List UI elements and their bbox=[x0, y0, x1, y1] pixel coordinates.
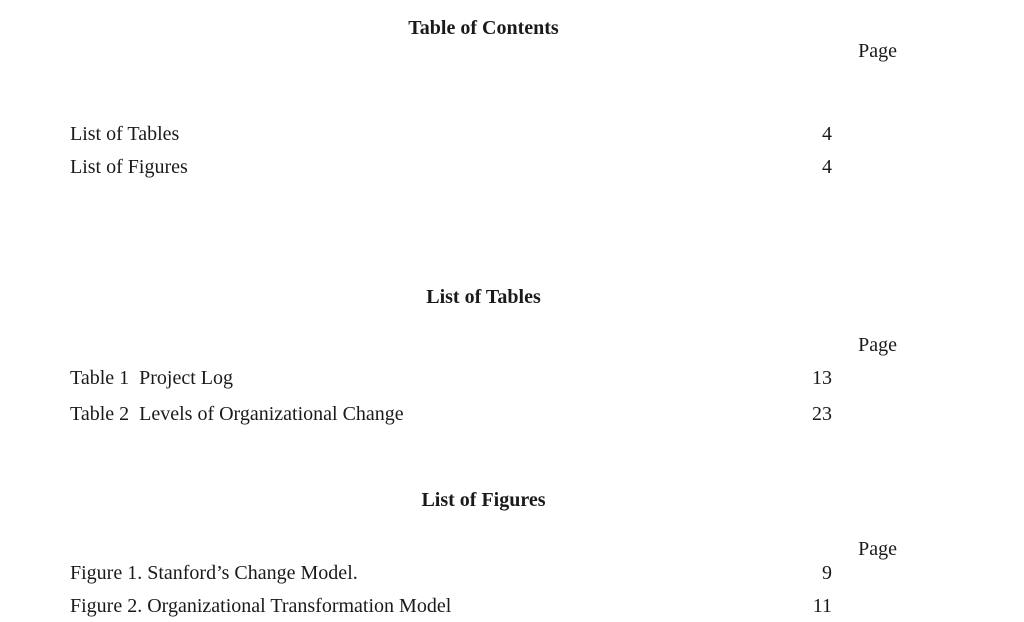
toc-entry-list-of-tables[interactable] bbox=[70, 121, 897, 147]
toc-entry-list-of-figures[interactable] bbox=[70, 154, 897, 180]
entry-title: List of Tables bbox=[70, 123, 180, 145]
list-of-figures-heading: List of Figures bbox=[421, 489, 546, 511]
entry-title: Table 2 Levels of Organizational Change bbox=[70, 403, 404, 425]
list-of-tables-heading: List of Tables bbox=[426, 286, 541, 308]
figure-entry-1[interactable] bbox=[70, 560, 897, 586]
table-entry-1[interactable] bbox=[70, 365, 897, 391]
entry-page-number: 13 bbox=[812, 367, 832, 389]
list-of-figures-page-column-label: Page bbox=[858, 538, 897, 560]
entry-page-number: 23 bbox=[812, 403, 832, 425]
table-entry-2[interactable] bbox=[70, 401, 897, 427]
entry-page-number: 4 bbox=[822, 156, 832, 178]
figure-entry-2[interactable] bbox=[70, 593, 897, 619]
entry-page-number: 4 bbox=[822, 123, 832, 145]
entry-title: Table 1 Project Log bbox=[70, 367, 233, 389]
entry-page-number: 9 bbox=[822, 562, 832, 584]
toc-page-column-label: Page bbox=[858, 40, 897, 62]
entry-page-number: 11 bbox=[812, 595, 832, 617]
list-of-tables-page-column-label: Page bbox=[858, 334, 897, 356]
entry-title: List of Figures bbox=[70, 156, 188, 178]
entry-title: Figure 1. Stanford’s Change Model. bbox=[70, 562, 358, 584]
toc-heading: Table of Contents bbox=[408, 17, 559, 39]
entry-title: Figure 2. Organizational Transformation Model bbox=[70, 595, 452, 617]
